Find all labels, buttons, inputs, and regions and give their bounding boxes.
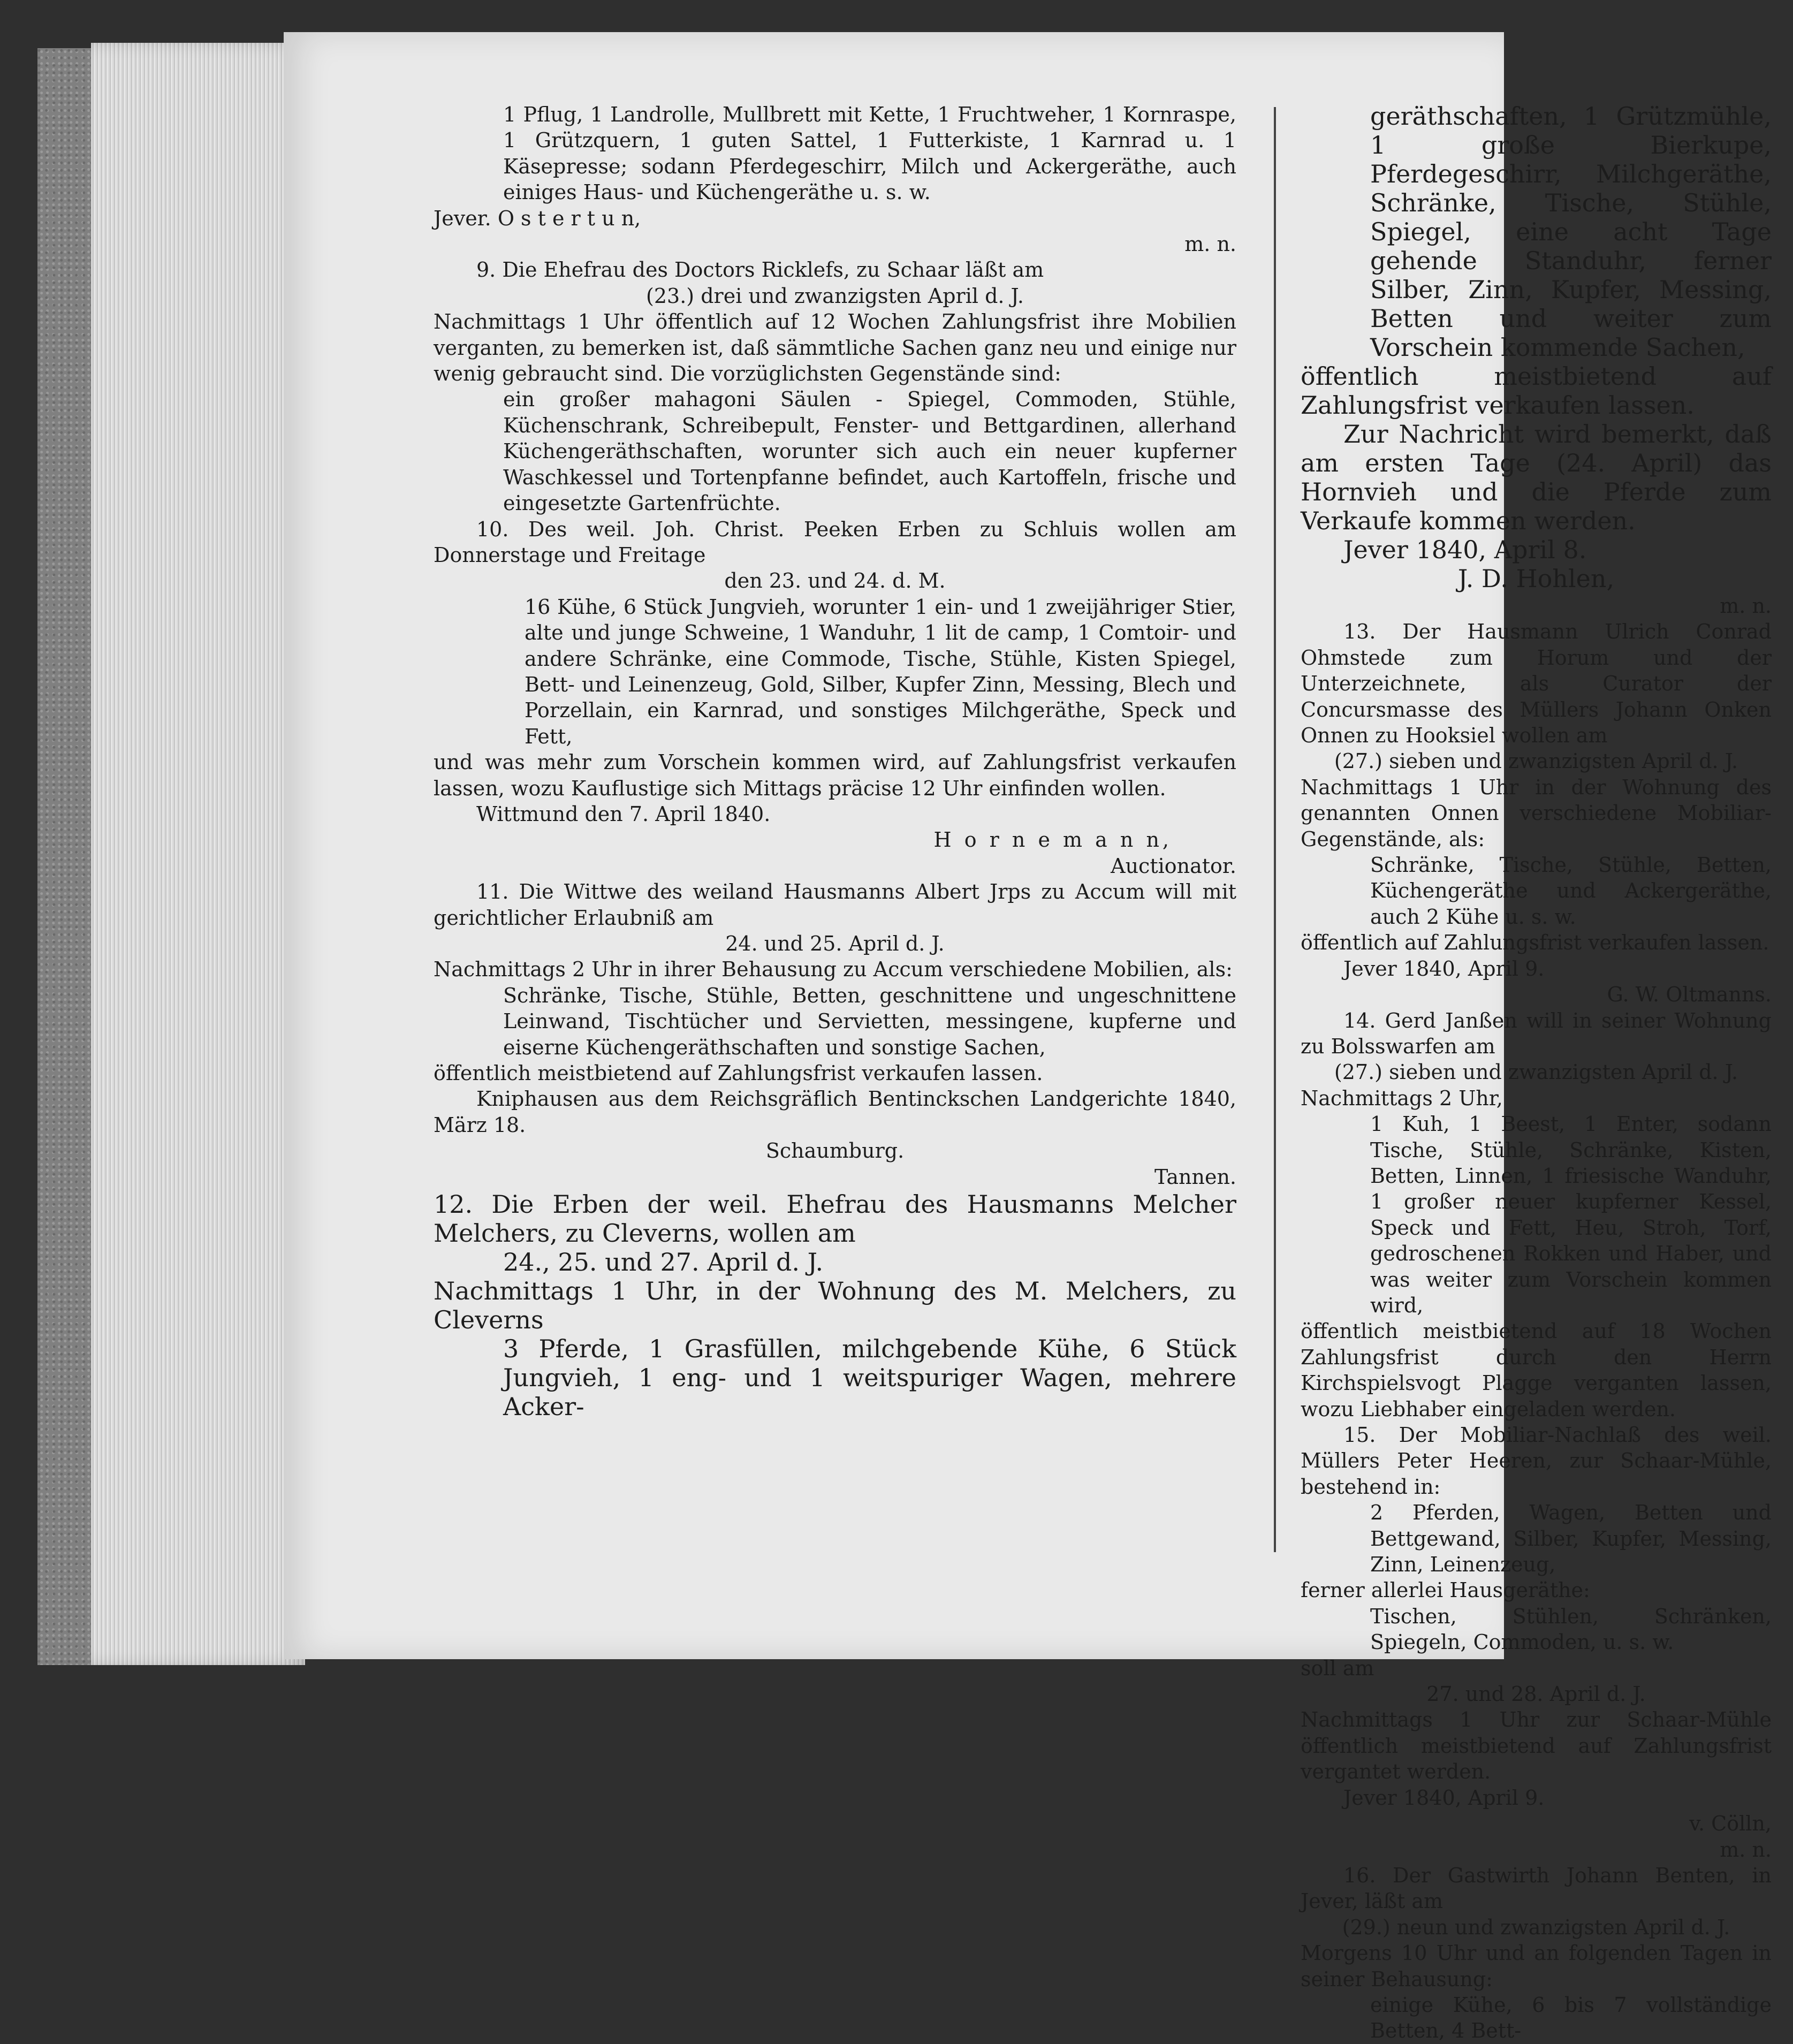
text-paragraph: 14. Gerd Janßen will in seiner Wohnung zu Bolsswarfen am	[1301, 1008, 1772, 1058]
right-column	[1301, 102, 1793, 2044]
text-paragraph: H o r n e m a n n,	[933, 828, 1172, 852]
text-paragraph: Auctionator.	[1111, 854, 1236, 878]
text-paragraph: 12. Die Erben der weil. Ehefrau des Hausmanns Melcher Melchers, zu Cleverns, wollen am	[434, 1190, 1236, 1248]
text-paragraph: Nachmittags 1 Uhr zur Schaar-Mühle öffentlich meistbietend auf Zahlungsfrist vergantet werden.	[1301, 1708, 1772, 1784]
text-paragraph: Nachmittags 1 Uhr, in der Wohnung des M. Melchers, zu Cleverns	[434, 1276, 1236, 1335]
newspaper-page	[284, 32, 1772, 2043]
text-paragraph: 9. Die Ehefrau des Doctors Ricklefs, zu Schaar läßt am	[476, 258, 1044, 282]
text-paragraph: Nachmittags 2 Uhr in ihrer Behausung zu Accum verschiedene Mobilien, als:	[434, 958, 1233, 982]
text-paragraph: den 23. und 24. d. M.	[724, 569, 946, 593]
text-paragraph: Schränke, Tische, Stühle, Betten, geschnittene und ungeschnittene Leinwand, Tischtücher und Servietten, messingene, kupferne und eiserne Küchengeräthschaften und sonstige Sachen,	[503, 983, 1236, 1059]
text-paragraph: Nachmittags 1 Uhr öffentlich auf 12 Wochen Zahlungsfrist ihre Mobilien verganten, zu bemerken ist, daß sämmtliche Sachen ganz neu und einige nur wenig gebraucht sind. Die vorzüglichsten Gegenstände sind:	[434, 310, 1236, 386]
text-paragraph: 16 Kühe, 6 Stück Jungvieh, worunter 1 ein- und 1 zweijähriger Stier, alte und junge Schweine, 1 Wanduhr, 1 lit de camp, 1 Comtoir- und andere Schränke, eine Commode, Tische, Stühle, Kisten Spiegel, Bett- und Leinenzeug, Gold, Silber, Kupfer Zinn, Messing, Blech und Porzellain, ein Karnrad, und sonstiges Milchgeräthe, Speck und Fett,	[525, 595, 1236, 748]
text-paragraph: öffentlich meistbietend auf Zahlungsfrist verkaufen lassen.	[434, 1061, 1043, 1085]
text-paragraph: geräthschaften, 1 Grützmühle, 1 große Bierkupe, Pferdegeschirr, Milchgeräthe, Schränke, Tische, Stühle, Spiegel, eine acht Tage gehende Standuhr, ferner Silber, Zinn, Kupfer, Messing, Betten und weiter zum Vorschein kommende Sachen,	[1370, 102, 1772, 362]
text-paragraph: Jever. O s t e r t u n,	[434, 206, 641, 230]
text-paragraph: ferner allerlei Hausgeräthe:	[1301, 1578, 1590, 1602]
text-paragraph: 11. Die Wittwe des weiland Hausmanns Albert Jrps zu Accum will mit gerichtlicher Erlaubniß am	[434, 880, 1236, 930]
text-paragraph: Nachmittags 1 Uhr in der Wohnung des genannten Onnen verschiedene Mobiliar-Gegenstände, als:	[1301, 775, 1772, 851]
text-paragraph: einige Kühe, 6 bis 7 vollständige Betten, 4 Bett-	[1370, 1993, 1772, 2043]
text-paragraph: (27.) sieben und zwanzigsten April d. J.	[1334, 1060, 1738, 1084]
text-paragraph: 27. und 28. April d. J.	[1426, 1682, 1646, 1706]
page-stack-edge	[91, 43, 305, 1665]
left-column-text	[434, 102, 1236, 1421]
text-paragraph: öffentlich meistbietend auf 18 Wochen Zahlungsfrist durch den Herrn Kirchspielsvogt Plagge verganten lassen, wozu Liebhaber eingeladen werden.	[1301, 1319, 1772, 1421]
text-paragraph: und was mehr zum Vorschein kommen wird, auf Zahlungsfrist verkaufen lassen, wozu Kauflustige sich Mittags präcise 12 Uhr einfinden wollen.	[434, 750, 1236, 800]
text-paragraph: Schränke, Tische, Stühle, Betten, Küchengeräthe und Ackergeräthe, auch 2 Kühe u. s. w.	[1370, 853, 1772, 929]
column-divider	[1274, 107, 1276, 1552]
text-paragraph: öffentlich meistbietend auf Zahlungsfrist verkaufen lassen.	[1301, 362, 1772, 420]
text-paragraph: 1 Kuh, 1 Beest, 1 Enter, sodann Tische, Stühle, Schränke, Kisten, Betten, Linnen, 1 friesische Wanduhr, 1 großer neuer kupferner Kessel, Speck und Fett, Heu, Stroh, Torf, gedroschenen Rokken und Haber, und was weiter zum Vorschein kommen wird,	[1370, 1112, 1772, 1317]
text-paragraph: Jever 1840, April 9.	[1343, 1785, 1545, 1810]
text-paragraph: 16. Der Gastwirth Johann Benten, in Jever, läßt am	[1301, 1863, 1772, 1913]
text-paragraph: J. D. Hohlen,	[1457, 564, 1615, 593]
text-paragraph: Tannen.	[1154, 1165, 1236, 1189]
text-paragraph: öffentlich auf Zahlungsfrist verkaufen lassen.	[1301, 931, 1769, 955]
right-column-text	[1301, 102, 1772, 2044]
text-paragraph: Nachmittags 2 Uhr,	[1301, 1086, 1503, 1110]
text-paragraph: soll am	[1301, 1656, 1374, 1680]
text-paragraph: m. n.	[1720, 1837, 1772, 1861]
text-paragraph: (23.) drei und zwanzigsten April d. J.	[646, 284, 1024, 308]
text-paragraph: 1 Pflug, 1 Landrolle, Mullbrett mit Kette, 1 Fruchtweher, 1 Kornraspe, 1 Grützquern, 1 guten Sattel, 1 Futterkiste, 1 Karnrad u. 1 Käsepresse; sodann Pferdegeschirr, Milch und Ackergeräthe, auch einiges Haus- und Küchengeräthe u. s. w.	[503, 103, 1236, 204]
text-paragraph: Schaumburg.	[765, 1139, 905, 1163]
text-paragraph: Kniphausen aus dem Reichsgräflich Bentinckschen Landgerichte 1840, März 18.	[434, 1087, 1236, 1137]
text-paragraph: Jever 1840, April 8.	[1343, 535, 1587, 564]
left-column	[434, 102, 1236, 1421]
text-paragraph: Morgens 10 Uhr und an folgenden Tagen in seiner Behausung:	[1301, 1941, 1772, 1991]
text-paragraph: m. n.	[1184, 232, 1236, 256]
text-paragraph: Jever 1840, April 9.	[1343, 956, 1545, 981]
text-paragraph: 2 Pferden, Wagen, Betten und Bettgewand, Silber, Kupfer, Messing, Zinn, Leinenzeug,	[1370, 1501, 1772, 1577]
text-paragraph: 13. Der Hausmann Ulrich Conrad Ohmstede zum Horum und der Unterzeichnete, als Curator der Concursmasse des Müllers Johann Onken Onnen zu Hooksiel wollen am	[1301, 620, 1772, 748]
text-paragraph: 15. Der Mobiliar-Nachlaß des weil. Müllers Peter Heeren, zur Schaar-Mühle, bestehend in:	[1301, 1423, 1772, 1499]
text-paragraph: 3 Pferde, 1 Grasfüllen, milchgebende Kühe, 6 Stück Jungvieh, 1 eng- und 1 weitspuriger Wagen, mehrere Acker-	[503, 1334, 1236, 1422]
text-paragraph: v. Cölln,	[1689, 1812, 1772, 1836]
text-paragraph: Zur Nachricht wird bemerkt, daß am ersten Tage (24. April) das Hornvieh und die Pferde zum Verkaufe kommen werden.	[1301, 420, 1772, 535]
text-paragraph: (29.) neun und zwanzigsten April d. J.	[1342, 1915, 1730, 1939]
text-paragraph: 24. und 25. April d. J.	[725, 932, 945, 955]
text-paragraph: 24., 25. und 27. April d. J.	[503, 1248, 824, 1277]
text-paragraph: m. n.	[1720, 594, 1772, 618]
text-paragraph: ein großer mahagoni Säulen - Spiegel, Commoden, Stühle, Küchenschrank, Schreibepult, Fenster- und Bettgardinen, allerhand Küchengeräthschaften, worunter sich auch ein neuer kupferner Waschkessel und Tortenpfanne befindet, auch Kartoffeln, frische und eingesetzte Gartenfrüchte.	[503, 387, 1236, 515]
text-paragraph: (27.) sieben und zwanzigsten April d. J.	[1334, 749, 1738, 773]
text-paragraph: Wittmund den 7. April 1840.	[476, 802, 771, 826]
text-paragraph: Tischen, Stühlen, Schränken, Spiegeln, Commoden, u. s. w.	[1370, 1604, 1772, 1654]
text-paragraph: G. W. Oltmanns.	[1607, 983, 1772, 1007]
text-paragraph: 10. Des weil. Joh. Christ. Peeken Erben zu Schluis wollen am Donnerstage und Freitage	[434, 517, 1236, 567]
